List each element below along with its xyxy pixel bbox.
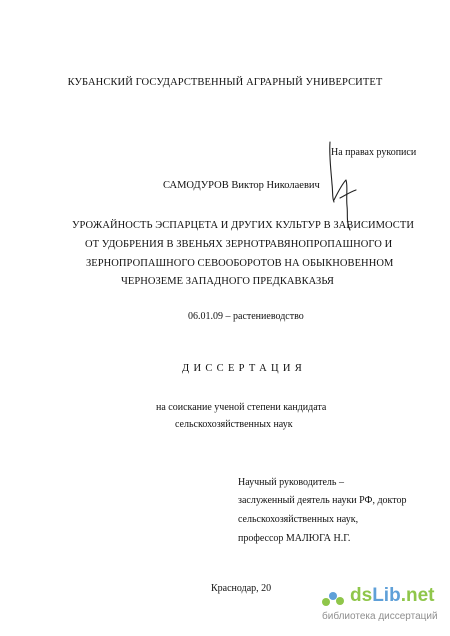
city-year: Краснодар, 20 [211,583,272,594]
title-line: ОТ УДОБРЕНИЯ В ЗВЕНЬЯХ ЗЕРНОТРАВЯНОПРОПАШНОГО И [85,239,393,250]
supervisor-line: заслуженный деятель науки РФ, доктор [238,495,407,506]
title-line: ЗЕРНОПРОПАШНОГО СЕВООБОРОТОВ НА ОБЫКНОВЕННОМ [86,258,394,269]
degree-line: сельскохозяйственных наук [175,419,293,430]
rights-note: На правах рукописи [331,147,417,158]
watermark-brand-net: .net [400,585,435,606]
watermark-brand-lib: Lib [372,585,401,606]
supervisor-line: профессор МАЛЮГА Н.Г. [238,533,351,544]
watermark-brand [350,586,434,605]
watermark-brand-ds: ds [350,585,373,606]
watermark-subtitle: библиотека диссертаций [322,611,438,622]
author-name: САМОДУРОВ Виктор Николаевич [163,180,320,191]
supervisor-line: Научный руководитель – [238,477,344,488]
document-type-heading: ДИССЕРТАЦИЯ [182,363,307,374]
title-line: ЧЕРНОЗЕМЕ ЗАПАДНОГО ПРЕДКАВКАЗЬЯ [121,276,334,287]
supervisor-line: сельскохозяйственных наук, [238,514,359,525]
specialty-code: 06.01.09 – растениеводство [188,311,304,322]
dslib-logo-icon [320,588,346,608]
degree-line: на соискание ученой степени кандидата [156,402,327,413]
title-line: УРОЖАЙНОСТЬ ЭСПАРЦЕТА И ДРУГИХ КУЛЬТУР В ЗАВИСИМОСТИ [72,220,414,231]
dslib-watermark[interactable] [318,586,446,628]
university-name: КУБАНСКИЙ ГОСУДАРСТВЕННЫЙ АГРАРНЫЙ УНИВЕРСИТЕТ [67,77,383,88]
